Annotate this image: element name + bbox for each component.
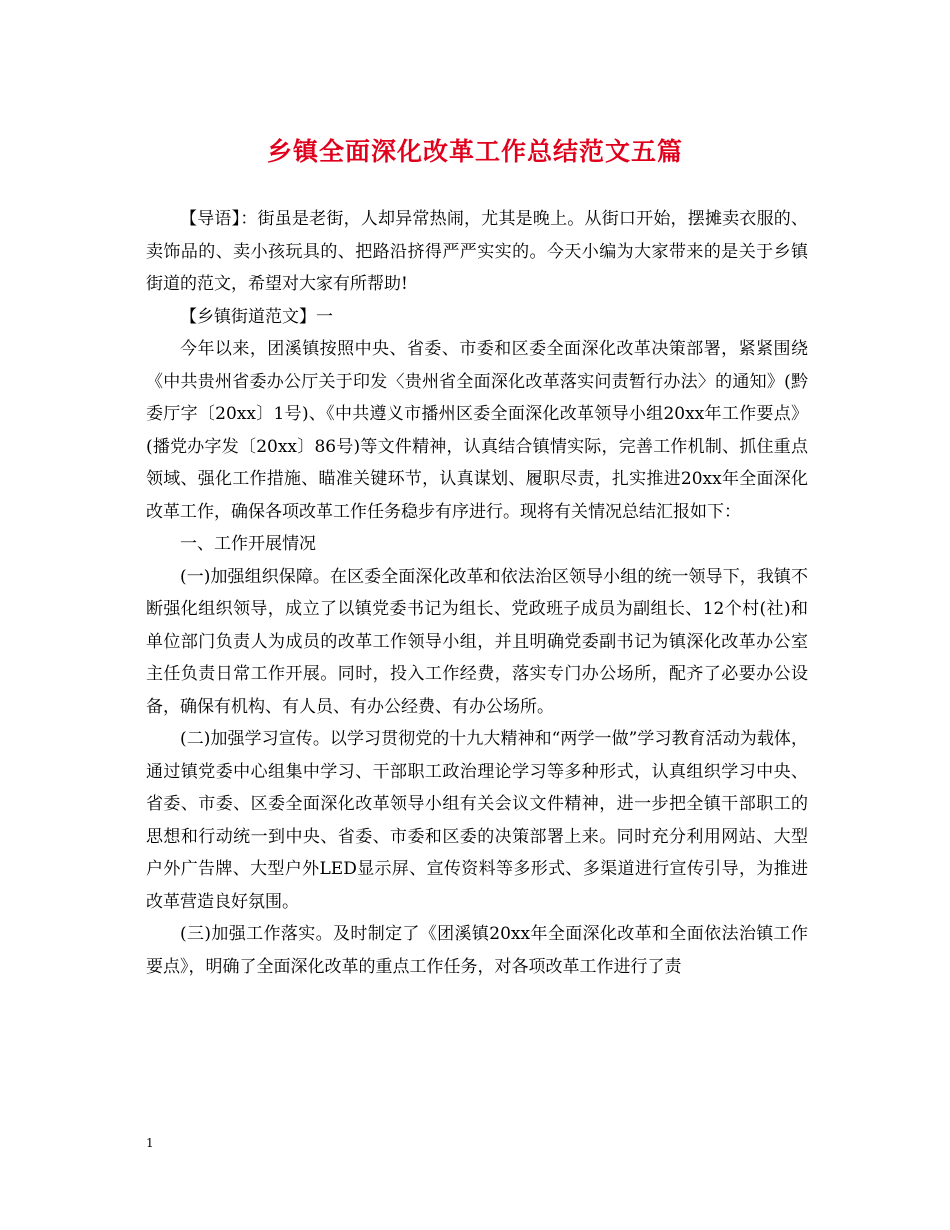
page-number: 1 [146, 1136, 154, 1150]
document-title: 乡镇全面深化改革工作总结范文五篇 [266, 137, 683, 166]
paragraph-intro: 【导语】：街虽是老街，人却异常热闹，尤其是晚上。从街口开始，摆摊卖衣服的、卖饰品的、卖小孩玩具的、把路沿挤得严严实实的。今天小编为大家带来的是关于乡镇街道的范文，希望对大家有所帮助! [146, 209, 808, 294]
paragraph-implementation: (三)加强工作落实。及时制定了《团溪镇20xx年全面深化改革和全面依法治镇工作要点》，明确了全面深化改革的重点工作任务，对各项改革工作进行了责 [146, 924, 808, 977]
paragraph-section-heading: 【乡镇街道范文】一 [180, 306, 333, 327]
paragraph-publicity: (二)加强学习宣传。以学习贯彻党的十九大精神和“两学一做”学习教育活动为载体，通过镇党委中心组集中学习、干部职工政治理论学习等多种形式，认真组织学习中央、省委、市委、区委全面深化改革领导小组有关会议文件精神，进一步把全镇干部职工的思想和行动统一到中央、省委、市委和区委的决策部署上来。同时充分利用网站、大型户外广告牌、大型户外LED显示屏、宣传资料等多形式、多渠道进行宣传引导，为推进改革营造良好氛围。 [146, 729, 808, 912]
paragraph-overview: 今年以来，团溪镇按照中央、省委、市委和区委全面深化改革决策部署，紧紧围绕《中共贵州省委办公厅关于印发〈贵州省全面深化改革落实问责暂行办法〉的通知》(黔委厅字〔20xx〕1号)、《中共遵义市播州区委全面深化改革领导小组20xx年工作要点》(播党办字发〔20xx〕86号)等文件精神，认真结合镇情实际，完善工作机制、抓住重点领域、强化工作措施、瞄准关键环节，认真谋划、履职尽责，扎实推进20xx年全面深化改革工作，确保各项改革工作任务稳步有序进行。现将有关情况总结汇报如下： [146, 339, 808, 522]
paragraph-subheading: 一、工作开展情况 [180, 534, 316, 554]
document-body [146, 203, 808, 983]
paragraph-organization: (一)加强组织保障。在区委全面深化改革和依法治区领导小组的统一领导下，我镇不断强化组织领导，成立了以镇党委书记为组长、党政班子成员为副组长、12个村(社)和单位部门负责人为成员的改革工作领导小组，并且明确党委副书记为镇深化改革办公室主任负责日常工作开展。同时，投入工作经费，落实专门办公场所，配齐了必要办公设备，确保有机构、有人员、有办公经费、有办公场所。 [146, 566, 808, 717]
